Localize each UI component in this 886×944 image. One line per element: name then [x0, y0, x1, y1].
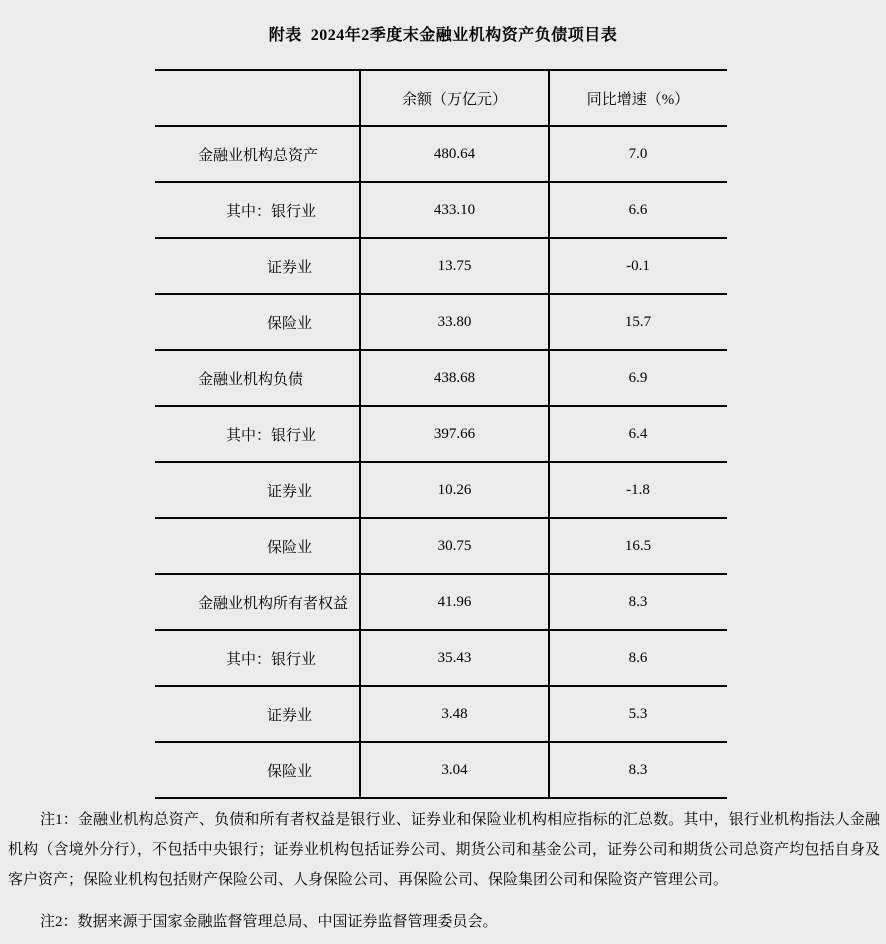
balance-value: 480.64: [433, 145, 476, 162]
balance-value: 41.96: [437, 593, 472, 610]
table-row: [155, 181, 727, 237]
row-label: 保险业: [267, 315, 313, 332]
growth-value: 7.0: [628, 145, 648, 162]
table-header-row: [155, 69, 727, 125]
table-row: [155, 349, 727, 405]
balance-value: 438.68: [433, 369, 476, 386]
balance-value: 10.26: [437, 481, 472, 498]
growth-value: 8.3: [628, 761, 648, 778]
growth-value: 15.7: [624, 313, 652, 330]
column-divider-1: [359, 69, 361, 799]
column-divider-2: [548, 69, 550, 799]
growth-value: 8.3: [628, 593, 648, 610]
row-label: 其中：银行业: [226, 651, 317, 668]
header-item: [155, 71, 360, 125]
row-label: 证券业: [267, 259, 313, 276]
balance-value: 3.48: [441, 705, 468, 722]
row-label: 证券业: [267, 483, 313, 500]
balance-value: 433.10: [433, 201, 476, 218]
balance-value: 33.80: [437, 313, 472, 330]
row-label: 其中：银行业: [226, 203, 317, 220]
row-label: 其中：银行业: [226, 427, 317, 444]
row-label: 金融业机构总资产: [198, 147, 319, 164]
financial-institutions-table: [155, 69, 727, 799]
header-balance: 余额（万亿元）: [401, 91, 507, 108]
table-row: [155, 405, 727, 461]
table-row: [155, 629, 727, 685]
row-label: 保险业: [267, 539, 313, 556]
growth-value: 6.4: [628, 425, 648, 442]
growth-value: 6.9: [628, 369, 648, 386]
page-title: 附表 2024年2季度末金融业机构资产负债项目表: [268, 27, 618, 44]
balance-value: 13.75: [437, 257, 472, 274]
header-growth: 同比增速（%）: [586, 91, 690, 108]
footnote-2: 注2：数据来源于国家金融监督管理总局、中国证券监督管理委员会。: [40, 914, 498, 930]
growth-value: 5.3: [628, 705, 648, 722]
table-row: [155, 461, 727, 517]
table-row: [155, 517, 727, 573]
balance-value: 3.04: [441, 761, 468, 778]
balance-value: 35.43: [437, 649, 472, 666]
table-row: [155, 237, 727, 293]
growth-value: -0.1: [626, 257, 650, 274]
growth-value: 16.5: [624, 537, 652, 554]
growth-value: -1.8: [626, 481, 650, 498]
growth-value: 6.6: [628, 201, 648, 218]
row-label: 保险业: [267, 763, 313, 780]
balance-value: 30.75: [437, 537, 472, 554]
table-row: [155, 293, 727, 349]
row-label: 金融业机构所有者权益: [198, 595, 349, 612]
table-row: [155, 741, 727, 797]
table-row: [155, 685, 727, 741]
row-label: 证券业: [267, 707, 313, 724]
footnote-1: 注1：金融业机构总资产、负债和所有者权益是银行业、证券业和保险业机构相应指标的汇总数。其中，银行业机构指法人金融机构（含境外分行），不包括中央银行；证券业机构包括证券公司、期货公司和基金公司，证券公司和期货公司总资产均包括自身及客户资产；保险业机构包括财产保险公司、人身保险公司、再保险公司、保险集团公司和保险资产管理公司。: [8, 812, 880, 888]
balance-value: 397.66: [433, 425, 476, 442]
table-row: [155, 125, 727, 181]
growth-value: 8.6: [628, 649, 648, 666]
table-row: [155, 573, 727, 629]
row-label: 金融业机构负债: [198, 371, 304, 388]
footnotes: [8, 805, 880, 937]
